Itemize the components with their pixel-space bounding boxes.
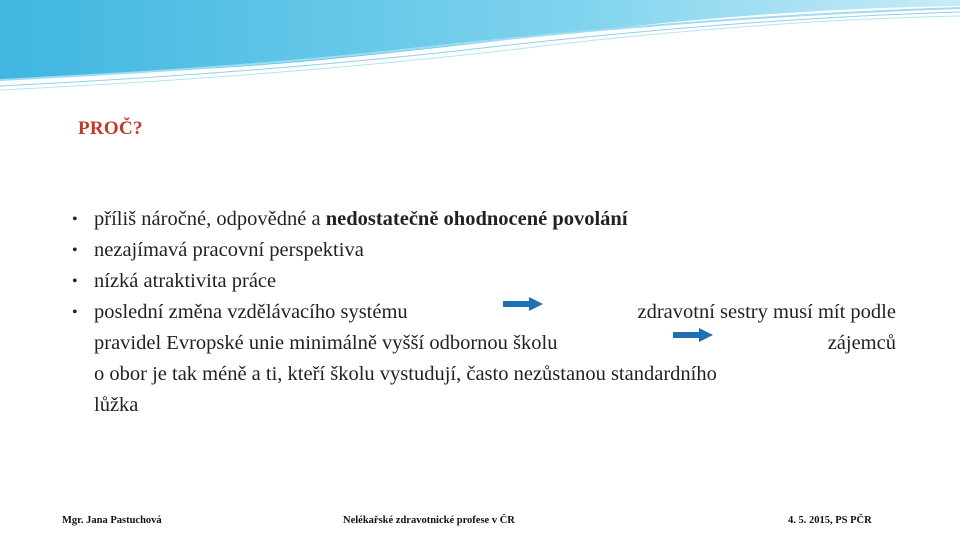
bullet-text: nízká atraktivita práce — [94, 270, 277, 292]
bullet-item — [72, 297, 896, 421]
bullet-text: lůžka — [94, 394, 139, 416]
bullet-text: příliš náročné, odpovědné a — [94, 208, 321, 230]
bullet-dot-icon: • — [72, 211, 78, 228]
header-wave-decoration — [0, 0, 960, 95]
slide-title: PROČ? — [78, 118, 143, 139]
right-arrow-icon — [503, 297, 543, 311]
bullet-dot-icon: • — [72, 304, 78, 321]
bullet-item — [72, 204, 896, 235]
bullet-line — [94, 297, 896, 328]
bullet-text: nezajímavá pracovní perspektiva — [94, 239, 364, 261]
bullet-dot-icon: • — [72, 273, 78, 290]
bullet-text: pravidel Evropské unie minimálně vyšší odbornou školu — [94, 332, 558, 354]
footer-topic: Nelékařské zdravotnické profese v ČR — [343, 515, 515, 526]
bullet-line — [94, 328, 896, 359]
bullet-text: poslední změna vzdělávacího systému — [94, 301, 408, 323]
bullet-line — [94, 359, 896, 390]
bullet-line — [94, 390, 896, 421]
footer-author: Mgr. Jana Pastuchová — [62, 515, 162, 526]
bullet-item — [72, 235, 896, 266]
bullet-text: zdravotní sestry musí mít podle — [637, 301, 896, 323]
bullet-list — [72, 204, 896, 421]
bullet-text: zájemců — [827, 332, 896, 354]
bullet-dot-icon: • — [72, 242, 78, 259]
bullet-text: o obor je tak méně a ti, kteří školu vystudují, často nezůstanou standardního — [94, 363, 717, 385]
footer-date: 4. 5. 2015, PS PČR — [788, 515, 872, 526]
bullet-item — [72, 266, 896, 297]
right-arrow-icon — [673, 328, 713, 342]
bullet-text-bold: nedostatečně ohodnocené povolání — [325, 208, 628, 230]
